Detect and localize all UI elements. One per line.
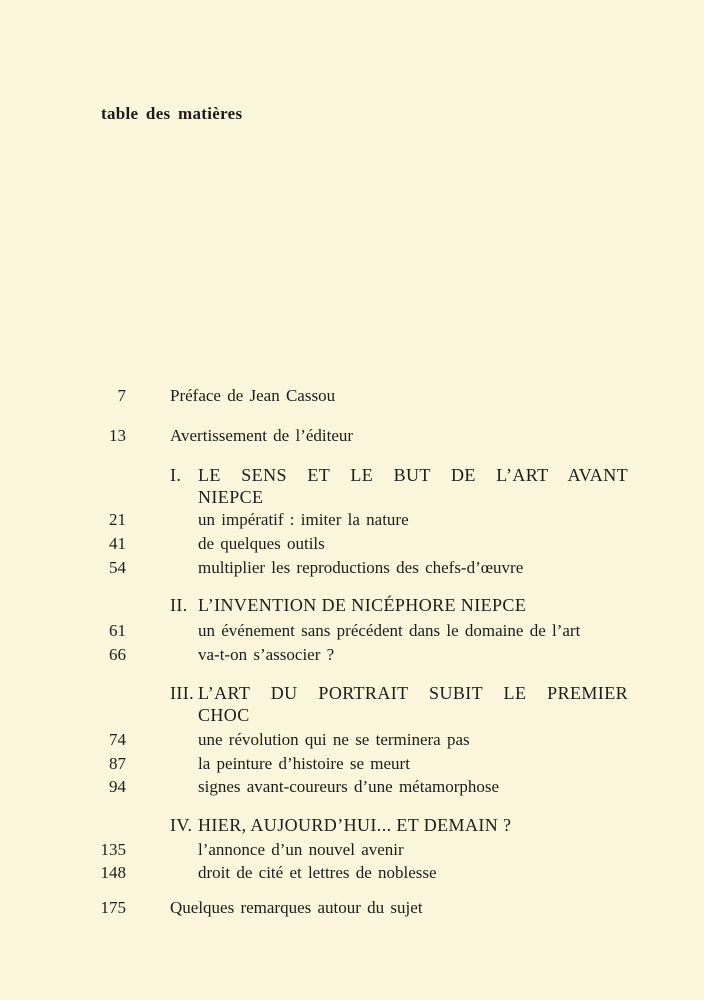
chapter-title-line2: CHOC: [198, 705, 250, 725]
page-number: 41: [109, 534, 126, 553]
chapter-title-line1: HIER, AUJOURD’HUI... ET DEMAIN ?: [198, 815, 512, 835]
page-number: 54: [109, 558, 126, 577]
entry-title: la peinture d’histoire se meurt: [198, 754, 410, 773]
page-number: 135: [100, 840, 126, 859]
toc-heading: table des matières: [101, 104, 243, 123]
entry-title: l’annonce d’un nouvel avenir: [198, 840, 404, 859]
chapter-title-line1: LE SENS ET LE BUT DE L’ART AVANT: [198, 465, 628, 485]
chapter-number: II.: [170, 595, 188, 615]
entry-title: Quelques remarques autour du sujet: [170, 898, 423, 917]
page-number: 148: [100, 863, 126, 882]
chapter-title-line1: L’INVENTION DE NICÉPHORE NIEPCE: [198, 595, 527, 615]
chapter-title-line1: L’ART DU PORTRAIT SUBIT LE PREMIER: [198, 683, 628, 703]
page-number: 66: [109, 645, 126, 664]
entry-title: multiplier les reproductions des chefs-d’œuvre: [198, 558, 524, 577]
page-number: 87: [109, 754, 126, 773]
entry-title: droit de cité et lettres de noblesse: [198, 863, 437, 882]
entry-title: signes avant-coureurs d’une métamorphose: [198, 777, 500, 796]
chapter-number: IV.: [170, 815, 193, 835]
page-number: 74: [109, 730, 126, 749]
entry-title: va-t-on s’associer ?: [198, 645, 335, 664]
entry-title: Avertissement de l’éditeur: [170, 426, 354, 445]
entry-title: Préface de Jean Cassou: [170, 386, 336, 405]
page-number: 13: [109, 426, 126, 445]
chapter-number: III.: [170, 683, 195, 703]
page-number: 175: [100, 898, 126, 917]
entry-title: une révolution qui ne se terminera pas: [198, 730, 470, 749]
entry-title: un impératif : imiter la nature: [198, 510, 409, 529]
entry-title: un événement sans précédent dans le domaine de l’art: [198, 621, 581, 640]
chapter-number: I.: [170, 465, 182, 485]
page-number: 94: [109, 777, 126, 796]
chapter-title-line2: NIEPCE: [198, 487, 264, 507]
page-number: 7: [117, 386, 126, 405]
entry-title: de quelques outils: [198, 534, 325, 553]
page-number: 21: [109, 510, 126, 529]
page-number: 61: [109, 621, 126, 640]
